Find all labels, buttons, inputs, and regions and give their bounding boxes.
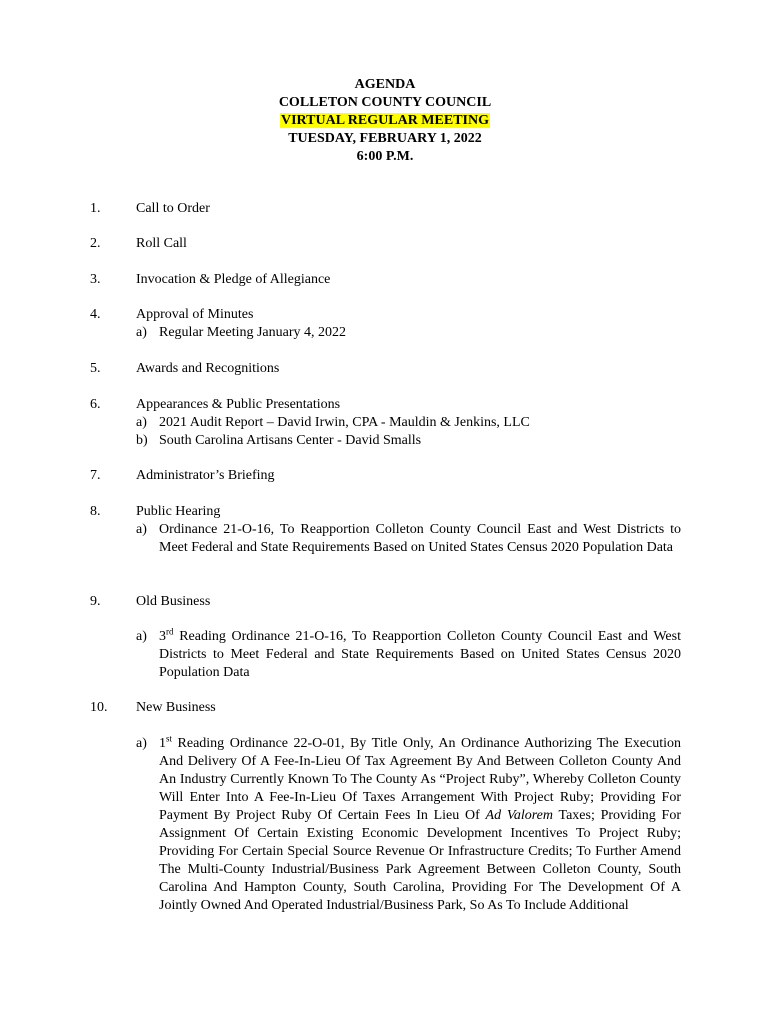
item-title: New Business	[136, 700, 216, 715]
item-number: 4.	[90, 307, 101, 322]
sub-item-text: Ordinance 21-O-16, To Reapportion Colleton County Council East and West Districts to Meet Federal and State Requirements Based on United States Census 2020 Population Data	[159, 522, 681, 555]
header-council: COLLETON COUNTY COUNCIL	[278, 95, 492, 110]
item-number: 9.	[90, 594, 101, 609]
ordinal-number: 1	[159, 736, 166, 751]
item-title: Awards and Recognitions	[136, 361, 280, 376]
sub-item-body-end: Taxes; Providing For Assignment Of Certain Existing Economic Development Incentives To Project Ruby; Providing For Certain Special Source Revenue Or Infrastructure Credits; To Further Amend The Multi-County Industrial/Business Park Agreement Between Colleton County, South Carolina And Hampton County, South Carolina, Providing For The Development Of A Jointly Owned And Operated Industrial/Business Park, So As To Include Additional	[159, 808, 682, 913]
sub-item	[136, 628, 681, 682]
agenda-header	[0, 76, 770, 166]
sub-item	[136, 432, 681, 450]
sub-item-letter: a)	[136, 629, 147, 644]
item-title: Call to Order	[136, 201, 210, 216]
ordinal-suffix: rd	[166, 626, 174, 637]
highlighted-meeting-type: VIRTUAL REGULAR MEETING	[281, 113, 489, 128]
ordinal-number: 3	[159, 629, 166, 644]
sub-item-letter: a)	[136, 415, 147, 430]
sub-item	[136, 414, 681, 432]
item-number: 3.	[90, 272, 101, 287]
item-title: Administrator’s Briefing	[136, 468, 275, 483]
sub-item-text: South Carolina Artisans Center - David Smalls	[159, 433, 422, 448]
item-title: Public Hearing	[136, 504, 221, 519]
item-number: 2.	[90, 236, 101, 251]
sub-item-body-start: Reading Ordinance 22-O-01, By Title Only, An Ordinance Authorizing The Execution And Delivery Of A Fee-In-Lieu Of Tax Agreement By And Between Colleton County And An Industry Currently Known To The County As “Project Ruby”, Whereby Colleton County Will Enter Into A Fee-In-Lieu Of Taxes Arrangement With Project Ruby; Providing For Payment By Project Ruby Of Certain Fees In Lieu Of	[159, 736, 681, 823]
item-number: 7.	[90, 468, 101, 483]
item-number: 1.	[90, 201, 101, 216]
sub-item-letter: a)	[136, 522, 147, 537]
sub-item-text: 2021 Audit Report – David Irwin, CPA - Mauldin & Jenkins, LLC	[159, 415, 530, 430]
sub-item-italic-term: Ad Valorem	[485, 808, 553, 823]
header-time: 6:00 P.M.	[356, 149, 414, 164]
item-title: Old Business	[136, 594, 211, 609]
header-date: TUESDAY, FEBRUARY 1, 2022	[288, 131, 482, 146]
item-number: 8.	[90, 504, 101, 519]
ordinal-suffix: st	[166, 733, 173, 744]
item-title: Roll Call	[136, 236, 187, 251]
item-title: Invocation & Pledge of Allegiance	[136, 272, 331, 287]
sub-item-letter: a)	[136, 736, 147, 751]
sub-item	[136, 735, 681, 915]
sub-item-letter: b)	[136, 433, 148, 448]
sub-item	[136, 521, 681, 557]
sub-item-text: Regular Meeting January 4, 2022	[159, 325, 347, 340]
item-title: Appearances & Public Presentations	[136, 397, 341, 412]
sub-item-body: Reading Ordinance 21-O-16, To Reapportion Colleton County Council East and West Districts to Meet Federal and State Requirements Based on United States Census 2020 Population Data	[159, 629, 681, 680]
item-number: 6.	[90, 397, 101, 412]
sub-item-text	[159, 735, 681, 915]
item-title: Approval of Minutes	[136, 307, 254, 322]
header-meeting-type	[0, 112, 770, 130]
sub-item-letter: a)	[136, 325, 147, 340]
item-number: 5.	[90, 361, 101, 376]
item-number: 10.	[90, 700, 108, 715]
sub-item	[136, 324, 681, 342]
sub-item-text	[159, 628, 681, 682]
header-agenda: AGENDA	[354, 77, 416, 92]
